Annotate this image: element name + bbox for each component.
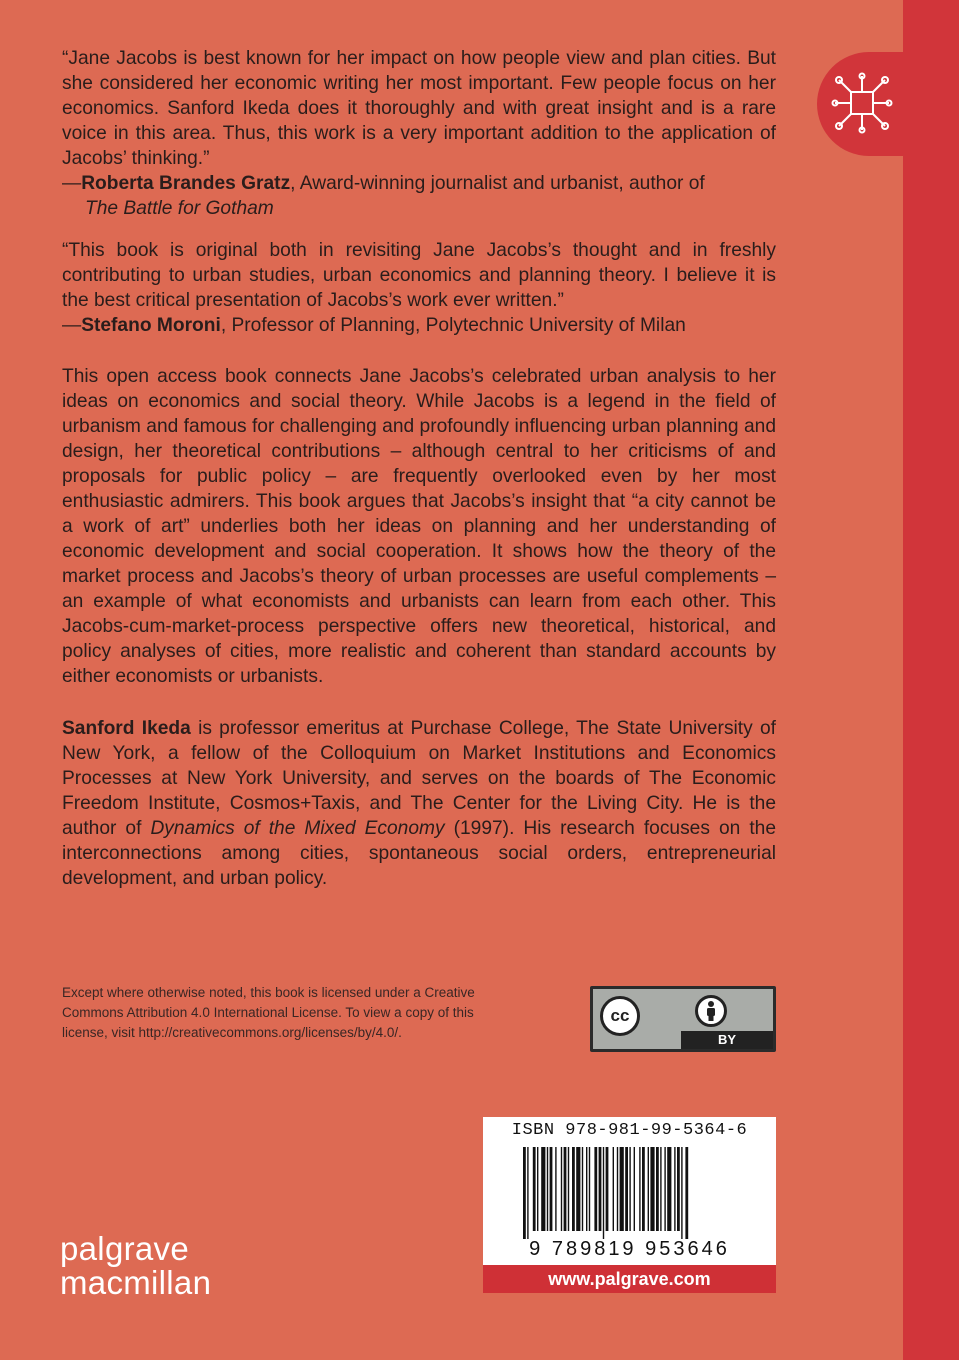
barcode-bar <box>561 1147 562 1231</box>
barcode-bar <box>634 1147 635 1231</box>
description-text: This open access book connects Jane Jacobs’s celebrated urban analysis to her ideas on economics and social theory. While Jacobs is a legend in the field of urbanism and famous for challenging and profoundly influencing urban planning and design, her theoretical contributions – although central to her criticisms of and proposals for public policy – are frequently overlooked even by her most enthusiastic admirers. This book argues that Jacobs’s insight that “a city cannot be a work of art” underlies both her ideas on planning and her understanding of economic development and social cooperation. It shows how the theory of the market process and Jacobs’s theory of urban processes are useful complements – an example of what economists and urbanists can learn from each other. This Jacobs-cum-market-process perspective offers new theoretical, historical, and policy analyses of cities, more realistic and coherent than standard accounts by either economists or urbanists. <box>62 366 776 687</box>
quote-2-author: Stefano Moroni <box>81 315 221 336</box>
barcode-bar <box>681 1147 682 1239</box>
quote-1-dash: — <box>62 173 82 194</box>
barcode-bar <box>603 1147 604 1239</box>
barcode-bar <box>639 1147 640 1231</box>
barcode-bar <box>537 1147 538 1231</box>
author-bio <box>62 716 776 891</box>
barcode-bar <box>642 1147 645 1231</box>
bio-author-name: Sanford Ikeda <box>62 718 191 739</box>
quote-2-dash: — <box>62 315 82 336</box>
bio-text-2: (1997). His research focuses on the interconnections among cities, spontaneous social orders, entrepreneurial development, and urban policy. <box>62 818 776 889</box>
barcode-bar <box>620 1147 624 1231</box>
barcode-bar <box>555 1147 556 1231</box>
isbn-label: ISBN 978-981-99-5364-6 <box>511 1121 748 1140</box>
barcode-bar <box>564 1147 567 1231</box>
barcode-bar <box>550 1147 553 1231</box>
ean-digits: 9 789819 953646 <box>529 1238 730 1260</box>
barcode-bar <box>664 1147 665 1231</box>
quote-1-attribution <box>62 171 776 221</box>
quote-2-text: “This book is original both in revisiting Jane Jacobs’s thought and in freshly contributing to urban studies, urban economics and planning theory. I believe it is the best critical presentation of Jacobs’s work ever written.” <box>62 240 776 311</box>
barcode-bar <box>599 1147 602 1231</box>
barcode-bar <box>677 1147 680 1231</box>
isbn-barcode <box>483 1117 776 1265</box>
barcode-bars <box>523 1147 736 1239</box>
barcode-bar <box>685 1147 688 1239</box>
quote-1-role: , Award-winning journalist and urbanist, author of <box>290 173 705 194</box>
barcode-bar <box>582 1147 583 1231</box>
cc-by-badge <box>590 986 776 1052</box>
publisher-line-1: palgrave <box>60 1230 189 1267</box>
publisher-line-2: macmillan <box>60 1264 212 1301</box>
barcode-bar <box>650 1147 654 1231</box>
spine-band <box>903 0 959 1360</box>
barcode-bar <box>589 1147 590 1231</box>
bio-paragraph <box>62 716 776 891</box>
barcode-bar <box>606 1147 609 1231</box>
quote-2-role: , Professor of Planning, Polytechnic University of Milan <box>220 315 686 336</box>
barcode-bar <box>648 1147 649 1231</box>
barcode-bar <box>523 1147 526 1239</box>
barcode-bar <box>568 1147 569 1231</box>
barcode-bar <box>674 1147 675 1231</box>
barcode-bar <box>656 1147 659 1231</box>
network-logo-icon <box>831 72 893 134</box>
barcode-bar <box>667 1147 671 1231</box>
barcode-bar <box>586 1147 587 1231</box>
book-description <box>62 364 776 689</box>
barcode-bar <box>625 1147 628 1231</box>
quote-2-attribution <box>62 313 776 338</box>
bio-text-1: is professor emeritus at Purchase College, The State University of New York, a fellow of the Colloquium on Market Institutions and Economics Processes at New York University, and serves on the boards of The Economic Freedom Institute, Cosmos+Taxis, and The Center for the Living City. He is the author of <box>62 718 776 839</box>
bio-book-title: Dynamics of the Mixed Economy <box>150 818 445 839</box>
barcode-bar <box>660 1147 661 1231</box>
quote-1-author: Roberta Brandes Gratz <box>81 173 291 194</box>
barcode-bar <box>613 1147 614 1231</box>
barcode-bar <box>629 1147 630 1231</box>
barcode-bar <box>576 1147 580 1231</box>
endorsement-quote-2 <box>62 238 776 338</box>
quote-1-book: The Battle for Gotham <box>85 198 274 219</box>
publisher-wordmark <box>60 1232 211 1300</box>
endorsement-quote-1 <box>62 46 776 221</box>
barcode-bar <box>617 1147 618 1231</box>
barcode-bar <box>541 1147 545 1231</box>
attribution-person-icon <box>695 995 727 1027</box>
barcode-bar <box>594 1147 597 1231</box>
license-notice: Except where otherwise noted, this book is licensed under a Creative Commons Attribution 4.0 International License. To view a copy of this license, visit http://creativecommons.org/licenses/by/4.0/. <box>62 985 475 1040</box>
by-label: BY <box>717 1032 737 1047</box>
quote-1-text: “Jane Jacobs is best known for her impact on how people view and plan cities. But she considered her economic writing her most important. Few people focus on her economics. Sanford Ikeda does it thoroughly and with great insight and is a rare voice in this area. Thus, this work is a very important addition to the application of Jacobs’ thinking.” <box>62 48 776 169</box>
barcode-bar <box>572 1147 575 1231</box>
barcode-bar <box>547 1147 548 1231</box>
palgrave-logo-badge <box>817 52 903 156</box>
publisher-website[interactable]: www.palgrave.com <box>483 1265 776 1293</box>
cc-icon: cc <box>600 996 640 1036</box>
barcode-bar <box>527 1147 528 1239</box>
barcode-bar <box>533 1147 536 1231</box>
